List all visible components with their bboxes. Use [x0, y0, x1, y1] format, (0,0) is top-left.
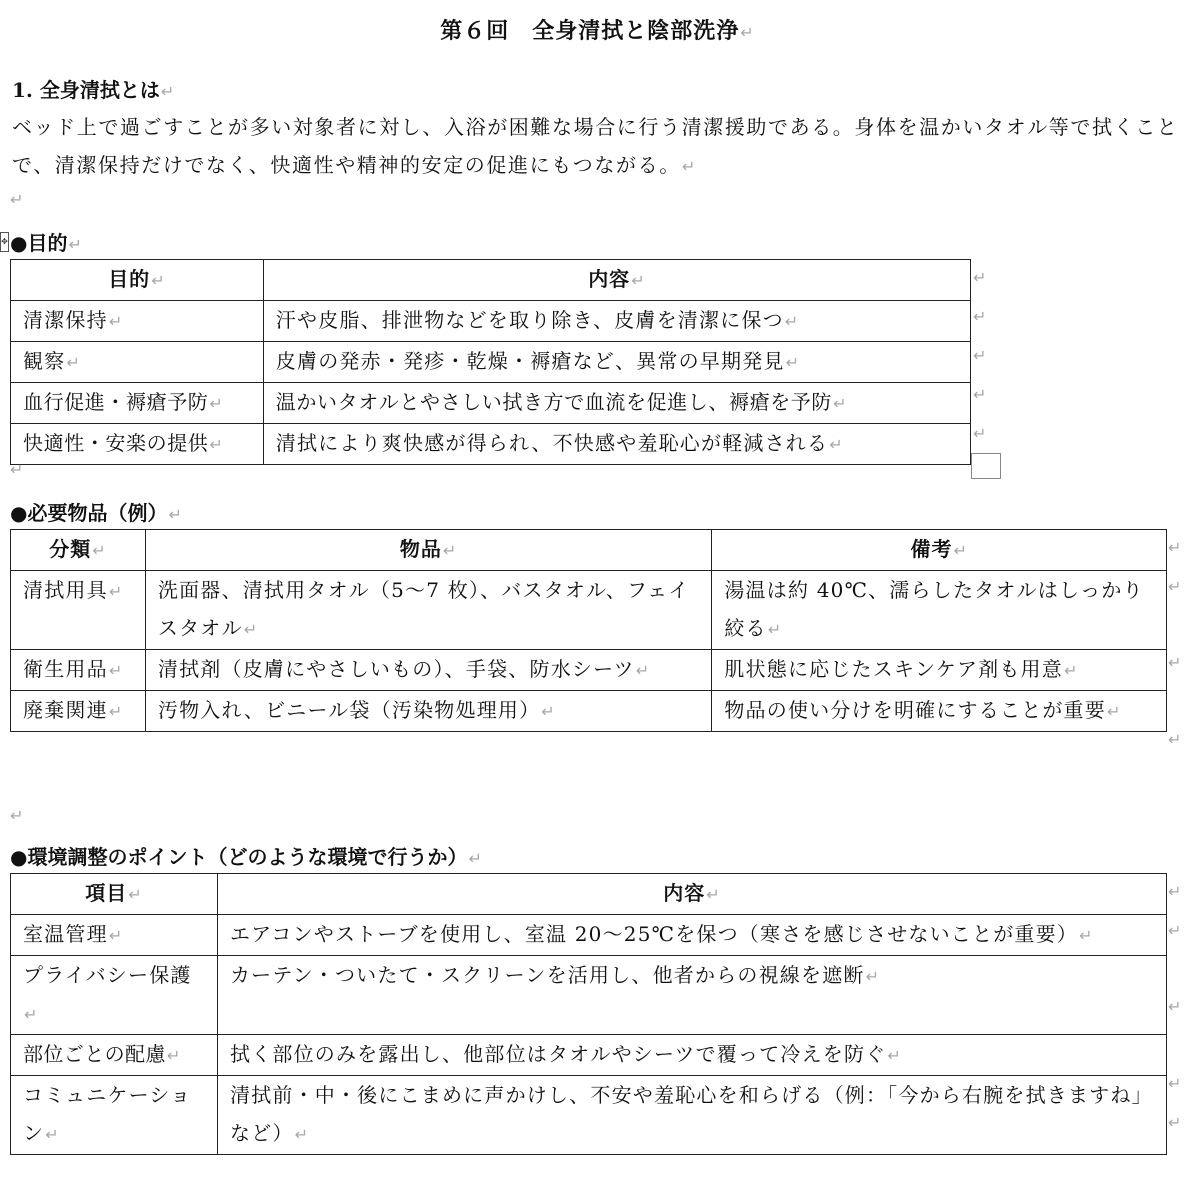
- table-cell: 室温管理↵: [11, 915, 218, 956]
- table-cell: エアコンやストーブを使用し、室温 20〜25℃を保つ（寒さを感じさせないことが重要）↵: [217, 915, 1166, 956]
- row-end-mark: ↵: [973, 385, 987, 404]
- table-header-row: [11, 260, 971, 301]
- table-cell: コミュニケーション↵: [11, 1076, 218, 1155]
- table-header-cell: 備考↵: [712, 530, 1167, 571]
- table-cell: 汗や皮脂、排泄物などを取り除き、皮膚を清潔に保つ↵: [263, 301, 970, 342]
- table-cell: 快適性・安楽の提供↵: [11, 424, 264, 465]
- row-end-mark: ↵: [973, 424, 987, 443]
- table-cell: 肌状態に応じたスキンケア剤も用意↵: [712, 650, 1167, 691]
- paragraph-mark: ↵: [10, 460, 24, 479]
- table-cell: 血行促進・褥瘡予防↵: [11, 383, 264, 424]
- table-row: [11, 1076, 1167, 1155]
- table-row: [11, 342, 971, 383]
- table-cell: 湯温は約 40℃、濡らしたタオルはしっかり絞る↵: [712, 571, 1167, 650]
- table-header-cell: 内容↵: [217, 874, 1166, 915]
- table-cell: 物品の使い分けを明確にすることが重要↵: [712, 691, 1167, 732]
- table-header-cell: 物品↵: [145, 530, 711, 571]
- environment-heading: ●環境調整のポイント（どのような環境で行うか）↵: [10, 845, 482, 869]
- row-end-mark: ↵: [1168, 538, 1182, 557]
- row-end-mark: ↵: [1168, 882, 1182, 901]
- table-header-cell: 分類↵: [11, 530, 146, 571]
- table-row: [11, 1035, 1167, 1076]
- table-row: [11, 301, 971, 342]
- environment-table: [10, 873, 1167, 1155]
- table-header-cell: 目的↵: [11, 260, 264, 301]
- table-cell: プライバシー保護↵: [11, 956, 218, 1035]
- table-cell: 汚物入れ、ビニール袋（汚染物処理用）↵: [145, 691, 711, 732]
- table-row: [11, 424, 971, 465]
- table-cell: 観察↵: [11, 342, 264, 383]
- row-end-mark: ↵: [973, 307, 987, 326]
- section-heading: 1. 全身清拭とは↵: [12, 78, 175, 102]
- table-cell: 清拭剤（皮膚にやさしいもの）、手袋、防水シーツ↵: [145, 650, 711, 691]
- row-end-mark: ↵: [1168, 997, 1182, 1016]
- intro-paragraph: ベッド上で過ごすことが多い対象者に対し、入浴が困難な場合に行う清潔援助である。身体を温かいタオル等で拭くことで、清潔保持だけでなく、快適性や精神的安定の促進にもつながる。↵: [12, 115, 1179, 177]
- table-cell: カーテン・ついたて・スクリーンを活用し、他者からの視線を遮断↵: [217, 956, 1166, 1035]
- table-cell: 廃棄関連↵: [11, 691, 146, 732]
- table-resize-handle[interactable]: [971, 453, 1001, 479]
- table-header-cell: 項目↵: [11, 874, 218, 915]
- row-end-mark: ↵: [1168, 577, 1182, 596]
- table-header-row: [11, 874, 1167, 915]
- row-end-mark: ↵: [973, 268, 987, 287]
- table-cell: 皮膚の発赤・発疹・乾燥・褥瘡など、異常の早期発見↵: [263, 342, 970, 383]
- page-title: 第６回 全身清拭と陰部洗浄↵: [440, 18, 755, 44]
- table-cell: 部位ごとの配慮↵: [11, 1035, 218, 1076]
- row-end-mark: ↵: [1168, 921, 1182, 940]
- row-end-mark: ↵: [1168, 1113, 1182, 1132]
- table-cell: 清拭用具↵: [11, 571, 146, 650]
- table-row: [11, 691, 1167, 732]
- table-header-cell: 内容↵: [263, 260, 970, 301]
- table-row: [11, 383, 971, 424]
- paragraph-mark: ↵: [10, 190, 24, 209]
- row-end-mark: ↵: [1168, 1074, 1182, 1093]
- purpose-table: [10, 259, 971, 465]
- table-cell: 衛生用品↵: [11, 650, 146, 691]
- table-cell: 拭く部位のみを露出し、他部位はタオルやシーツで覆って冷えを防ぐ↵: [217, 1035, 1166, 1076]
- table-row: [11, 956, 1167, 1035]
- row-end-mark: ↵: [1168, 730, 1182, 749]
- supplies-heading: ●必要物品（例）↵: [10, 501, 182, 525]
- purpose-heading: ●目的↵: [10, 231, 82, 255]
- table-cell: 清潔保持↵: [11, 301, 264, 342]
- table-header-row: [11, 530, 1167, 571]
- table-cell: 清拭前・中・後にこまめに声かけし、不安や羞恥心を和らげる（例：「今から右腕を拭きますね」など）↵: [217, 1076, 1166, 1155]
- table-row: [11, 571, 1167, 650]
- table-row: [11, 915, 1167, 956]
- table-row: [11, 650, 1167, 691]
- table-cell: 洗面器、清拭用タオル（5〜7 枚）、バスタオル、フェイスタオル↵: [145, 571, 711, 650]
- table-move-handle[interactable]: ✥: [0, 232, 9, 252]
- row-end-mark: ↵: [973, 346, 987, 365]
- table-cell: 温かいタオルとやさしい拭き方で血流を促進し、褥瘡を予防↵: [263, 383, 970, 424]
- row-end-mark: ↵: [1168, 653, 1182, 672]
- supplies-table: [10, 529, 1167, 732]
- table-cell: 清拭により爽快感が得られ、不快感や羞恥心が軽減される↵: [263, 424, 970, 465]
- paragraph-mark: ↵: [10, 806, 24, 825]
